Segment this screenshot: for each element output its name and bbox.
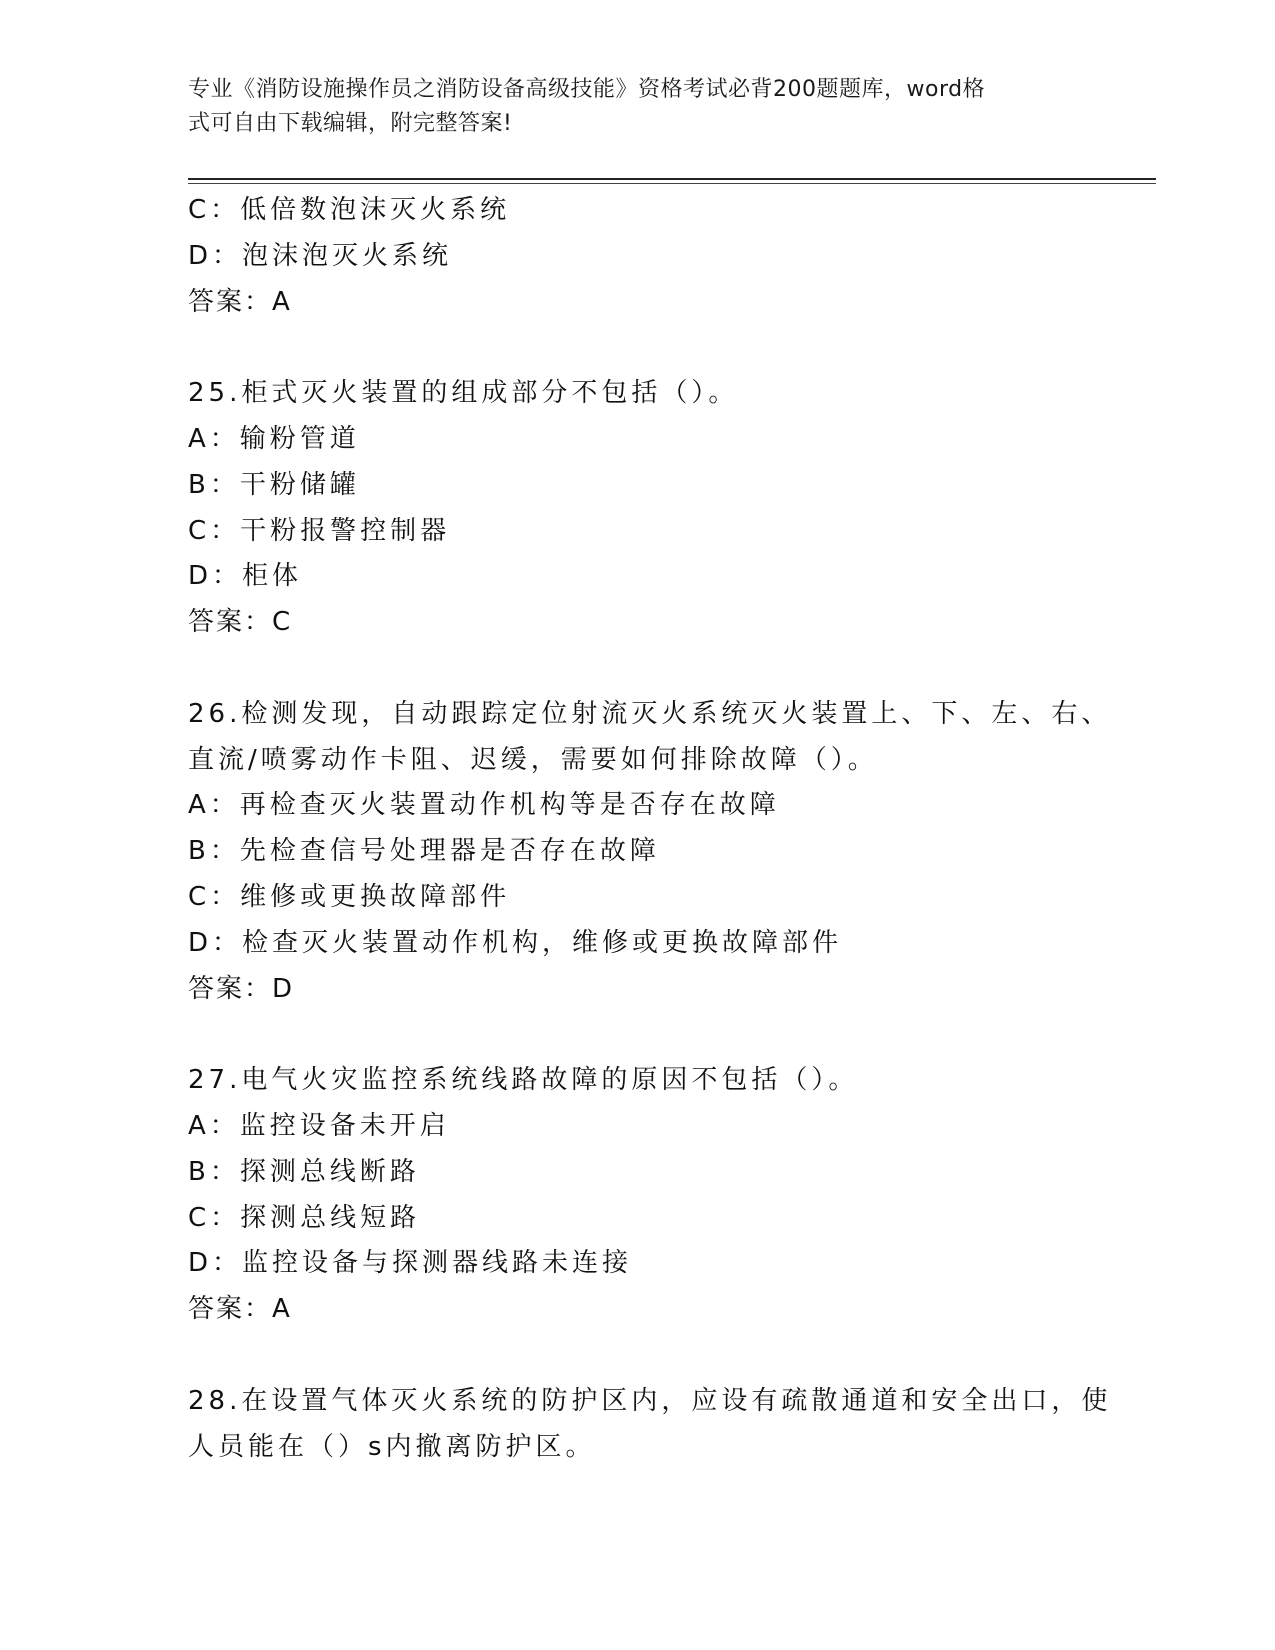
question-stem-continued: 直流/喷雾动作卡阻、迟缓，需要如何排除故障（）。 (188, 744, 878, 775)
spacer (188, 1012, 1088, 1058)
option-b: B：先检查信号处理器是否存在故障 (188, 836, 660, 867)
option-d: D：柜体 (188, 561, 303, 592)
question-stem: 27.电气火灾监控系统线路故障的原因不包括（）。 (188, 1065, 859, 1096)
header-line-2: 式可自由下载编辑，附完整答案! (188, 111, 513, 136)
question-25 (188, 371, 1088, 646)
question-stem-continued: 人员能在（）s内撤离防护区。 (188, 1431, 596, 1462)
answer: 答案：C (188, 607, 293, 638)
option-d: D：检查灭火装置动作机构，维修或更换故障部件 (188, 927, 843, 958)
option-a: A：输粉管道 (188, 423, 360, 454)
question-24-tail (188, 188, 1088, 325)
answer: 答案：D (188, 973, 295, 1004)
option-a: A：监控设备未开启 (188, 1110, 450, 1141)
option-b: B：探测总线断路 (188, 1156, 420, 1187)
option-d: D：监控设备与探测器线路未连接 (188, 1248, 633, 1279)
option-b: B：干粉储罐 (188, 469, 360, 500)
option-a: A：再检查灭火装置动作机构等是否存在故障 (188, 790, 780, 821)
option-c: C：维修或更换故障部件 (188, 881, 511, 912)
header-divider-thin (188, 183, 1156, 184)
question-26 (188, 692, 1112, 1013)
question-stem: 25.柜式灭火装置的组成部分不包括（）。 (188, 378, 739, 409)
question-stem: 26.检测发现，自动跟踪定位射流灭火系统灭火装置上、下、左、右、 (188, 698, 1112, 729)
option-c: C：低倍数泡沫灭火系统 (188, 195, 511, 225)
question-27 (188, 1058, 1088, 1333)
question-28 (188, 1379, 1112, 1471)
header-line-1: 专业《消防设施操作员之消防设备高级技能》资格考试必背200题题库，word格 (188, 77, 986, 102)
answer: 答案：A (188, 286, 292, 317)
question-stem: 28.在设置气体灭火系统的防护区内，应设有疏散通道和安全出口，使 (188, 1385, 1112, 1416)
header-divider-thick (188, 178, 1156, 180)
document-header (188, 73, 1088, 141)
option-c: C：探测总线短路 (188, 1202, 421, 1233)
option-d: D：泡沫泡灭火系统 (188, 240, 453, 271)
spacer (188, 646, 1088, 692)
question-list (188, 188, 1112, 1470)
answer: 答案：A (188, 1294, 292, 1325)
option-c: C：干粉报警控制器 (188, 515, 451, 546)
spacer (188, 1333, 1088, 1379)
spacer (188, 325, 1088, 371)
